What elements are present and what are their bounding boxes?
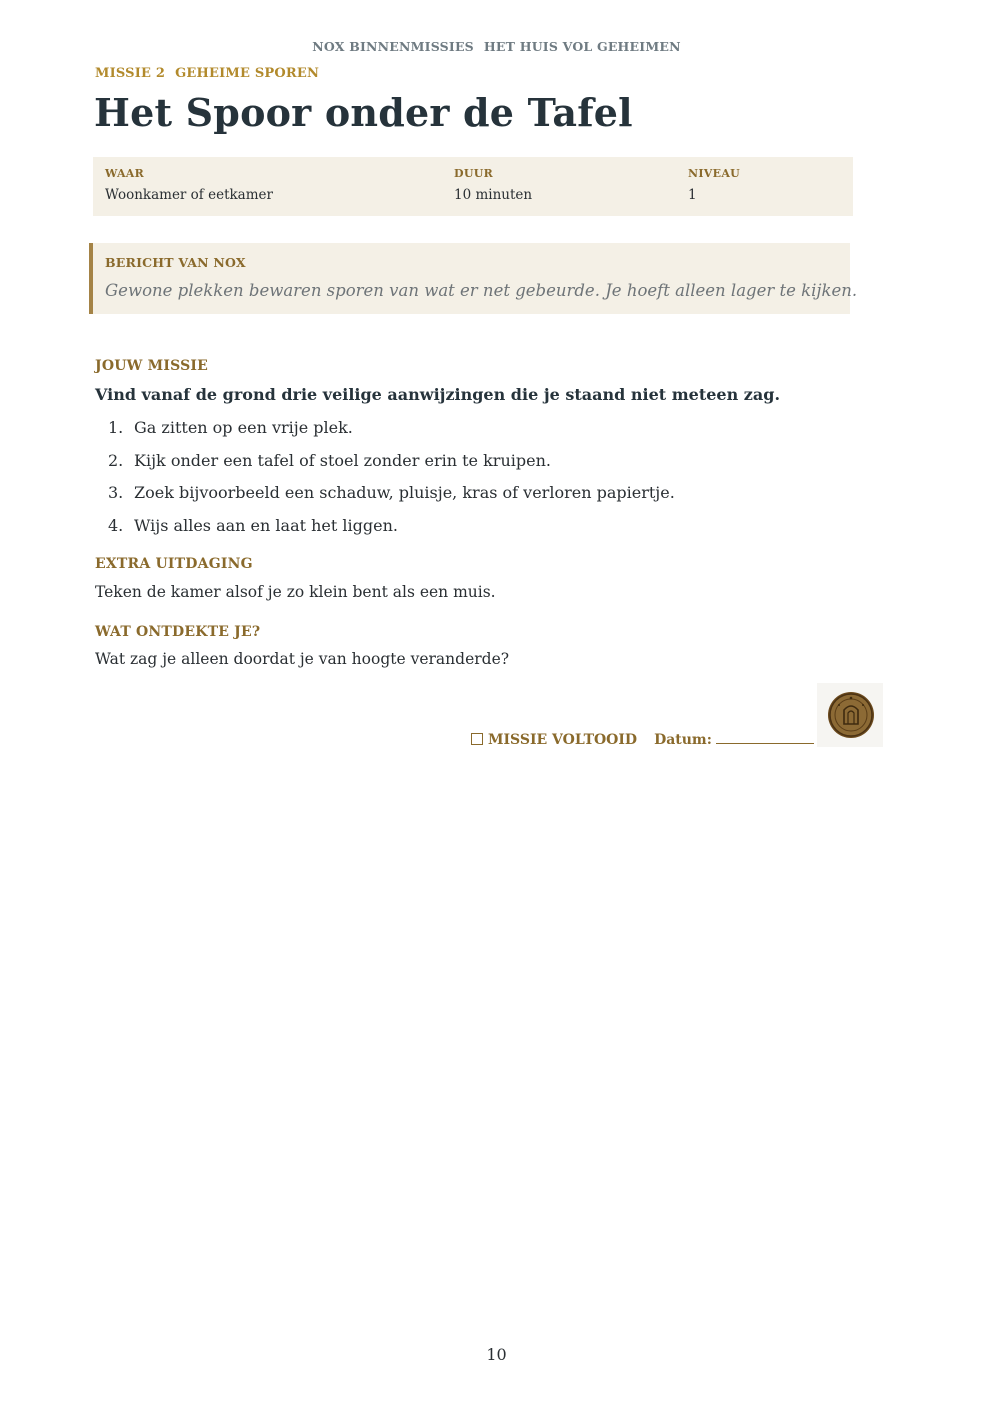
meta-value: 10 minuten (454, 187, 533, 203)
meta-label: DUUR (454, 167, 494, 180)
running-head-series: NOX BINNENMISSIES (312, 39, 474, 54)
meta-label: WAAR (105, 167, 145, 180)
mission-meta-panel (93, 157, 853, 216)
meta-level (688, 167, 740, 203)
step-text: Zoek bijvoorbeeld een schaduw, pluisje, kras of verloren papiertje. (134, 483, 675, 502)
step-number: 1. (108, 418, 124, 437)
callout-label: BERICHT VAN NOX (105, 255, 246, 270)
mission-heading: JOUW MISSIE (95, 358, 209, 374)
mission-lead: Vind vanaf de grond drie veilige aanwijzingen die je staand niet meteen zag. (95, 385, 781, 404)
date-field[interactable] (716, 731, 814, 744)
nox-message-callout (89, 243, 858, 314)
page-title: Het Spoor onder de Tafel (94, 90, 633, 135)
meta-value: 1 (688, 187, 697, 203)
meta-where (105, 167, 273, 203)
discovery-heading: WAT ONTDEKTE JE? (95, 624, 261, 640)
step-number: 3. (108, 483, 124, 502)
extra-heading: EXTRA UITDAGING (95, 556, 253, 572)
mission-seal-coin-icon (817, 683, 883, 747)
extra-text: Teken de kamer alsof je zo klein bent als een muis. (95, 583, 496, 601)
step-text: Ga zitten op een vrije plek. (134, 418, 353, 437)
date-label: Datum: (654, 732, 712, 748)
completion-label: MISSIE VOLTOOID (488, 732, 638, 748)
step-text: Wijs alles aan en laat het liggen. (134, 515, 398, 535)
discovery-text: Wat zag je alleen doordat je van hoogte veranderde? (95, 650, 510, 668)
mission-theme: GEHEIME SPOREN (175, 66, 320, 81)
meta-duration (454, 167, 532, 203)
running-head (0, 39, 993, 54)
mission-complete-checkbox[interactable] (471, 733, 483, 745)
meta-label: NIVEAU (688, 167, 741, 180)
step-text: Kijk onder een tafel of stoel zonder erin te kruipen. (134, 450, 551, 470)
step-number: 4. (108, 515, 124, 535)
callout-text: Gewone plekken bewaren sporen van wat er net gebeurde. Je hoeft alleen lager te kijken. (105, 281, 858, 300)
completion-line (471, 731, 814, 748)
meta-value: Woonkamer of eetkamer (105, 187, 273, 203)
mission-number: MISSIE 2 (95, 66, 166, 81)
running-head-book: HET HUIS VOL GEHEIMEN (483, 39, 681, 54)
step-number: 2. (108, 450, 124, 470)
page-number: 10 (486, 1345, 507, 1364)
mission-kicker (95, 66, 319, 81)
